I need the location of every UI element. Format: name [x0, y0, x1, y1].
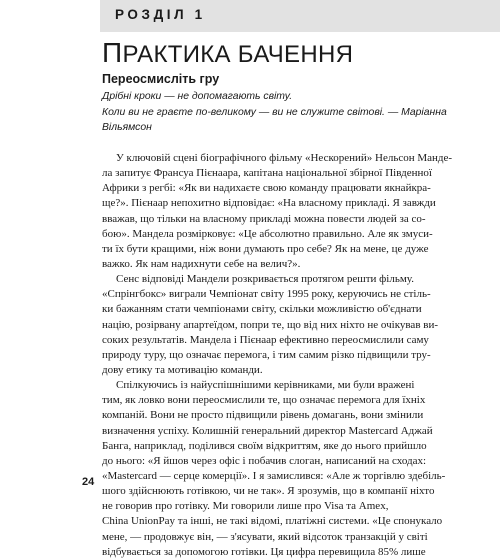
chapter-title	[102, 38, 353, 70]
body-line: бою». Мандела розмірковує: «Це абсолютно правильно. Але як змуси-	[102, 227, 433, 240]
body-line: відбувається за допомогою готівки. Ця цифра перевищила 85% лише	[102, 545, 426, 558]
body-line: Сенс відповіді Мандели розкривається протягом решти фільму.	[116, 273, 414, 286]
chapter-label: РОЗДІЛ 1	[115, 7, 206, 22]
body-line: соких результатів. Мандела і Пієнаар ефективно переосмислили саму	[102, 333, 429, 346]
chapter-title-rest: РАКТИКА БАЧЕННЯ	[122, 41, 354, 68]
body-line: ти їх бути кращими, ніж вони думають про себе? Як на мене, це дуже	[102, 242, 429, 255]
body-line: Африки з регбі: «Як ви надихаєте свою команду працювати якнайкра-	[102, 182, 431, 195]
body-line: не говорив про готівку. Ми говорили лише про Visa та Amex,	[102, 500, 389, 513]
body-line: важко. Як нам надихнути себе на велич?».	[102, 257, 301, 270]
body-line: вважав, що тільки на власному прикладі можна повести людей за со-	[102, 212, 426, 225]
epigraph-line: Вільямсон	[102, 122, 152, 133]
body-line: мене, — продовжує він, — з'ясувати, який відсоток транзакцій у світі	[102, 530, 428, 543]
body-line: тим, як ловко вони переосмислили те, що означає перемога для їхніх	[102, 394, 426, 407]
body-text	[102, 151, 488, 560]
body-line: Банга, наприклад, поділився своїм відкриттям, яке до нього прийшло	[102, 439, 427, 452]
chapter-subtitle: Переосмисліть гру	[102, 72, 220, 86]
epigraph-line: Коли ви не граєте по-великому — ви не служите світові. — Маріанна	[102, 106, 447, 118]
body-line: націю, розірвану апартеїдом, попри те, що від них ніхто не очікував ви-	[102, 318, 439, 331]
body-line: до нього: «Я йшов через офіс і побачив слоган, написаний на сходах:	[102, 454, 427, 467]
body-line: «Спрінгбокс» виграли Чемпіонат світу 1995 року, керуючись не стіль-	[102, 288, 431, 301]
body-line: ки бажанням стати чемпіонами світу, скільки можливістю об'єднати	[102, 303, 422, 316]
body-line: ла запитує Франсуа Пієнаара, капітана національної збірної Південної	[102, 167, 432, 180]
body-line: дову етику та мотивацію команди.	[102, 363, 263, 376]
body-line: шого здійснюють готівкою, чи не так». Я зрозумів, що в компанії ніхто	[102, 485, 435, 498]
epigraph-line: Дрібні кроки — не допомагають світу.	[102, 91, 293, 102]
body-line: ще?». Пієнаар непохитно відповідає: «На власному прикладі. Я завжди	[102, 197, 436, 210]
page-number: 24	[82, 476, 95, 488]
body-line: У ключовій сцені біографічного фільму «Нескорений» Нельсон Манде-	[116, 152, 453, 164]
body-line: компаній. Вони не просто підвищили рівень домагань, вони змінили	[102, 409, 424, 422]
body-line: визначення успіху. Колишній генеральний директор Mastercard Аджай	[102, 424, 433, 437]
chapter-header-band	[100, 0, 500, 32]
body-line: Спілкуючись із найуспішнішими керівниками, ми були вражені	[116, 379, 415, 392]
body-line: China UnionPay та інші, не такі відомі, платіжні системи. «Це спонукало	[102, 515, 443, 528]
body-line: природу туру, що означає перемога, і тим самим різко підвищили тру-	[102, 348, 431, 361]
epigraph	[102, 89, 497, 136]
body-line: «Mastercard — серце комерції». І я замислився: «Але ж торгівлю здебіль-	[102, 469, 446, 482]
chapter-title-first-letter: П	[102, 37, 123, 68]
